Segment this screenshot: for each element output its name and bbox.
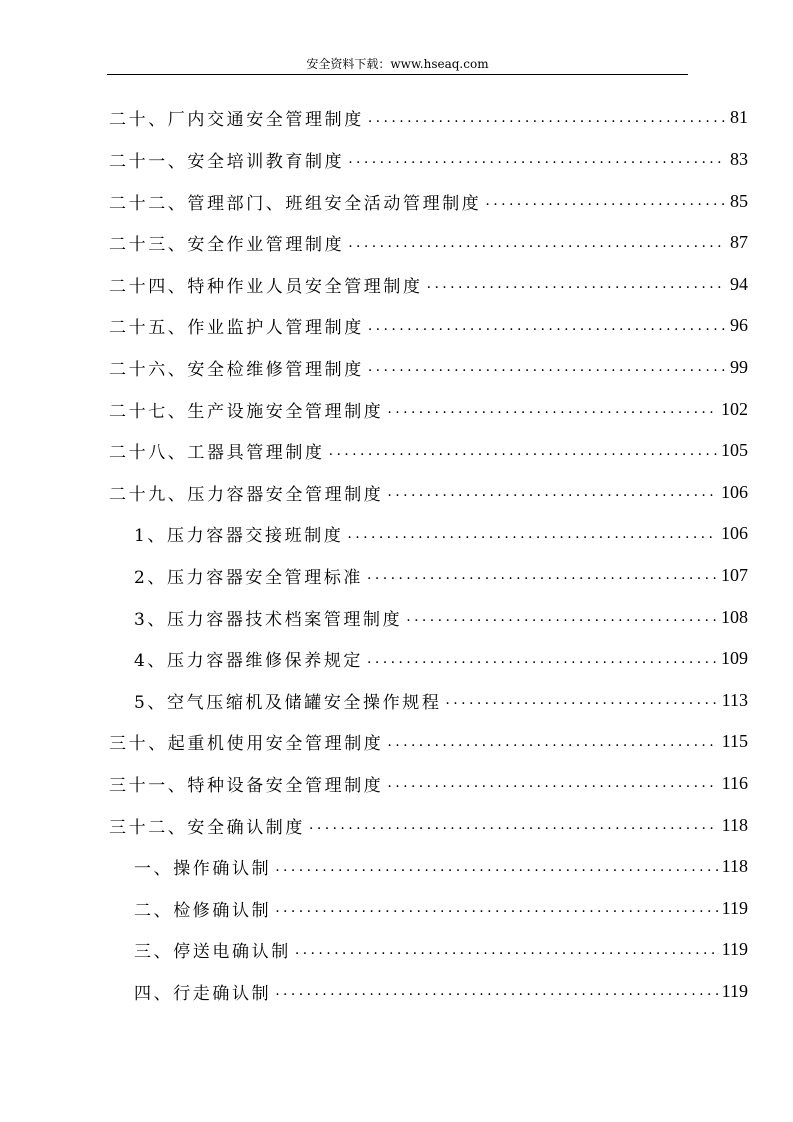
toc-entry-title: 三十二、安全确认制度 xyxy=(109,817,305,838)
toc-entry-page-number: 118 xyxy=(721,856,748,877)
toc-entry-title: 3、压力容器技术档案管理制度 xyxy=(134,609,403,630)
toc-dot-leader xyxy=(387,401,717,417)
toc-entry-page-number: 118 xyxy=(721,814,748,835)
toc-dot-leader xyxy=(387,734,717,750)
toc-entry-title: 二十五、作业监护人管理制度 xyxy=(109,318,364,339)
toc-entry[interactable] xyxy=(134,513,748,555)
toc-entry[interactable] xyxy=(109,305,748,347)
toc-entry-title: 二十七、生产设施安全管理制度 xyxy=(109,401,384,422)
toc-entry-title: 二十六、安全检维修管理制度 xyxy=(109,359,364,380)
toc-entry-title: 二十三、安全作业管理制度 xyxy=(109,235,345,256)
toc-entry-title: 4、压力容器维修保养规定 xyxy=(134,651,364,672)
toc-entry-title: 二十九、压力容器安全管理制度 xyxy=(109,484,384,505)
toc-dot-leader xyxy=(275,900,717,916)
toc-dot-leader xyxy=(427,276,726,292)
toc-entry[interactable] xyxy=(134,846,748,888)
toc-entry-page-number: 115 xyxy=(721,731,748,752)
toc-entry[interactable] xyxy=(134,596,748,638)
toc-entry-title: 三十一、特种设备安全管理制度 xyxy=(109,775,384,796)
toc-entry-page-number: 106 xyxy=(721,523,748,544)
toc-entry[interactable] xyxy=(134,638,748,680)
toc-dot-leader xyxy=(367,651,717,667)
toc-entry-title: 2、压力容器安全管理标准 xyxy=(134,567,364,588)
toc-entry-page-number: 102 xyxy=(721,398,748,419)
toc-dot-leader xyxy=(368,318,726,334)
header-rule xyxy=(107,74,688,75)
toc-entry-title: 三、停送电确认制 xyxy=(134,942,291,963)
toc-entry[interactable] xyxy=(109,721,748,763)
toc-dot-leader xyxy=(347,526,717,542)
toc-entry[interactable] xyxy=(109,804,748,846)
toc-entry[interactable] xyxy=(109,763,748,805)
toc-dot-leader xyxy=(329,443,717,459)
toc-dot-leader xyxy=(445,692,717,708)
toc-entry[interactable] xyxy=(109,347,748,389)
toc-dot-leader xyxy=(387,775,717,791)
toc-entry-title: 1、压力容器交接班制度 xyxy=(134,526,344,547)
toc-entry[interactable] xyxy=(109,222,748,264)
toc-entry-title: 5、空气压缩机及储罐安全操作规程 xyxy=(134,692,442,713)
toc-dot-leader xyxy=(348,151,726,167)
toc-dot-leader xyxy=(348,235,726,251)
toc-entry-page-number: 107 xyxy=(721,564,748,585)
toc-entry-title: 三十、起重机使用安全管理制度 xyxy=(109,734,384,755)
toc-entry-page-number: 81 xyxy=(730,107,748,128)
toc-entry-page-number: 116 xyxy=(721,772,748,793)
toc-entry-page-number: 99 xyxy=(730,356,748,377)
toc-entry-page-number: 87 xyxy=(730,232,748,253)
toc-entry-title: 二十、厂内交通安全管理制度 xyxy=(109,110,364,131)
toc-dot-leader xyxy=(406,609,717,625)
toc-entry[interactable] xyxy=(109,430,748,472)
toc-dot-leader xyxy=(275,859,717,875)
toc-entry[interactable] xyxy=(109,180,748,222)
toc-entry-title: 二十八、工器具管理制度 xyxy=(109,443,325,464)
toc-dot-leader xyxy=(368,359,726,375)
toc-dot-leader xyxy=(309,817,718,833)
toc-entry[interactable] xyxy=(109,388,748,430)
toc-entry[interactable] xyxy=(109,139,748,181)
toc-dot-leader xyxy=(367,567,717,583)
toc-dot-leader xyxy=(295,942,718,958)
toc-entry-page-number: 106 xyxy=(721,481,748,502)
toc-entry[interactable] xyxy=(134,555,748,597)
toc-entry-page-number: 96 xyxy=(730,315,748,336)
toc-dot-leader xyxy=(275,983,717,999)
page-header: 安全资料下载：www.hseaq.com xyxy=(306,57,489,71)
toc-entry-title: 二十二、管理部门、班组安全活动管理制度 xyxy=(109,193,482,214)
toc-entry[interactable] xyxy=(109,471,748,513)
toc-entry[interactable] xyxy=(109,97,748,139)
toc-entry-page-number: 119 xyxy=(721,980,748,1001)
toc-entry-page-number: 119 xyxy=(721,939,748,960)
toc-entry-page-number: 119 xyxy=(721,897,748,918)
toc-entry-page-number: 83 xyxy=(730,148,748,169)
toc-dot-leader xyxy=(368,110,726,126)
toc-entry-title: 一、操作确认制 xyxy=(134,859,272,880)
toc-entry[interactable] xyxy=(109,263,748,305)
toc-entry-title: 二十一、安全培训教育制度 xyxy=(109,151,345,172)
toc-entry-page-number: 108 xyxy=(721,606,748,627)
toc-entry[interactable] xyxy=(134,929,748,971)
toc-entry[interactable] xyxy=(134,679,748,721)
toc-entry-title: 二十四、特种作业人员安全管理制度 xyxy=(109,276,423,297)
toc-entry-page-number: 109 xyxy=(721,648,748,669)
toc-entry-page-number: 113 xyxy=(721,689,748,710)
toc-entry-title: 四、行走确认制 xyxy=(134,983,272,1004)
toc-entry-page-number: 105 xyxy=(721,440,748,461)
toc-entry[interactable] xyxy=(134,887,748,929)
toc-entry-title: 二、检修确认制 xyxy=(134,900,272,921)
toc-dot-leader xyxy=(387,484,717,500)
toc-entry[interactable] xyxy=(134,971,748,1013)
toc-dot-leader xyxy=(485,193,726,209)
toc-entry-page-number: 85 xyxy=(730,190,748,211)
toc-entry-page-number: 94 xyxy=(730,273,748,294)
